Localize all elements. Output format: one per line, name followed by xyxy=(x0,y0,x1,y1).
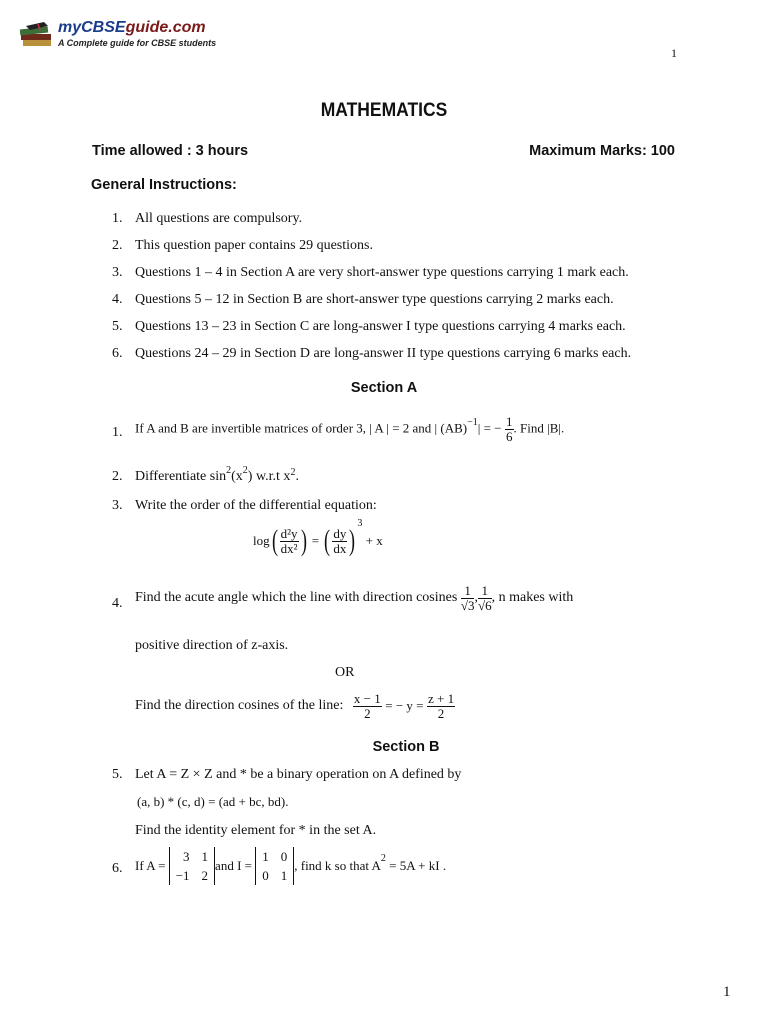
q3-tail: + x xyxy=(365,533,383,548)
q5-line-3: Find the identity element for * in the set A. xyxy=(135,823,377,838)
q2-text-c: ) w.r.t x xyxy=(247,469,291,484)
q3-lhs-fraction: $\frac{\text{d²y}}{\text{dx²}}$ xyxy=(280,525,298,556)
q4-comma: , xyxy=(474,590,478,606)
question-4: 4. Find the acute angle which the line with direction cosines $\frac{1}{√3}$ , $\frac{1}{√6}$ , n makes with xyxy=(112,583,574,613)
q5-line-2: (a, b) * (c, d) = (ad + bc, bd). xyxy=(137,794,289,809)
q3-rhs-fraction: $\frac{dy}{dx}$ xyxy=(333,525,347,556)
logo[interactable] xyxy=(18,18,218,54)
q4-or: OR xyxy=(335,665,355,680)
time-allowed: Time allowed : 3 hours xyxy=(92,143,249,159)
q1-text-a: If A and B are invertible matrices of order 3, | A | = 2 and | (AB) xyxy=(135,420,468,436)
section-b-heading: Section B xyxy=(372,739,440,755)
q2-exp2: 2 xyxy=(242,465,248,476)
q3-equals: = xyxy=(311,533,320,548)
matrix-i: 1 0 0 1 xyxy=(255,847,294,885)
books-logo-icon xyxy=(18,20,58,50)
q6-exponent: 2 xyxy=(380,852,386,864)
q4-fraction-2: $\frac{z + 1}{2}$ xyxy=(428,691,455,721)
page-title: MATHEMATICS xyxy=(320,100,448,121)
q4-text-b: , n makes with xyxy=(491,590,574,606)
q4-mid: = − y = xyxy=(385,698,424,714)
brand-main: CBSE xyxy=(81,19,126,36)
brand-suffix: guide.com xyxy=(125,19,206,36)
q6-text-c: , find k so that A xyxy=(294,858,381,873)
instructions-heading: General Instructions: xyxy=(91,177,237,193)
q4-alternative xyxy=(135,692,455,720)
q1-fraction: $\frac{1}{6}$ xyxy=(506,414,513,444)
q3-equation: log( $\frac{\text{d²y}}{\text{dx²}}$ ) = ( $\frac{dy}{dx}$ )$^3$ + x xyxy=(253,517,383,557)
question-6: 6. If A = 3 1 −1 2and I = 1 0 0 1, find k so that $A^2 = 5A$ + kI . xyxy=(0,847,768,893)
q6-text-b: and I = xyxy=(215,858,252,873)
q1-text-b: | = − xyxy=(477,420,502,436)
brand-prefix: my xyxy=(58,19,82,36)
q2-exp3: 2 xyxy=(290,467,296,478)
q3-power: 3 xyxy=(357,517,363,529)
q2-text-a: Differentiate sin xyxy=(135,469,227,484)
q2-text-b: (x xyxy=(231,469,243,484)
q1-exponent: −1 xyxy=(467,417,478,429)
top-page-number: 1 xyxy=(671,46,677,60)
maximum-marks: Maximum Marks: 100 xyxy=(529,143,675,159)
q6-text-d: = 5A + kI . xyxy=(385,858,447,873)
section-a-heading: Section A xyxy=(350,380,418,396)
q4-fraction-1: $\frac{x - 1}{2}$ xyxy=(353,691,381,721)
brand-tagline: A Complete guide for CBSE students xyxy=(58,38,217,48)
q3-log: log xyxy=(253,533,270,548)
q5-line-1: Let A = Z × Z and * be a binary operation on A defined by xyxy=(135,767,462,782)
matrix-a: 3 1 −1 2 xyxy=(169,847,215,885)
q4-alt-text: Find the direction cosines of the line: xyxy=(135,698,344,714)
q4-text-a: Find the acute angle which the line with direction cosines xyxy=(135,590,458,606)
q2-text-d: . xyxy=(295,469,299,484)
q4-line-2: positive direction of z-axis. xyxy=(135,638,289,653)
bottom-page-number: 1 xyxy=(723,984,731,1000)
q3-text: Write the order of the differential equation: xyxy=(135,498,377,513)
q4-cosine-2: $\frac{1}{√6}$ xyxy=(477,583,492,613)
question-1: 1. If A and B are invertible matrices of order 3, | A | = 2 and | (AB)$^{-1}$| = − $\frac{1}{6}$ . Find |B|. xyxy=(112,414,565,444)
q1-text-c: . Find |B|. xyxy=(513,420,565,436)
q4-cosine-1: $\frac{1}{√3}$ xyxy=(460,583,475,613)
q2-exp1: 2 xyxy=(226,465,232,476)
q6-text-a: If A = xyxy=(135,858,166,873)
